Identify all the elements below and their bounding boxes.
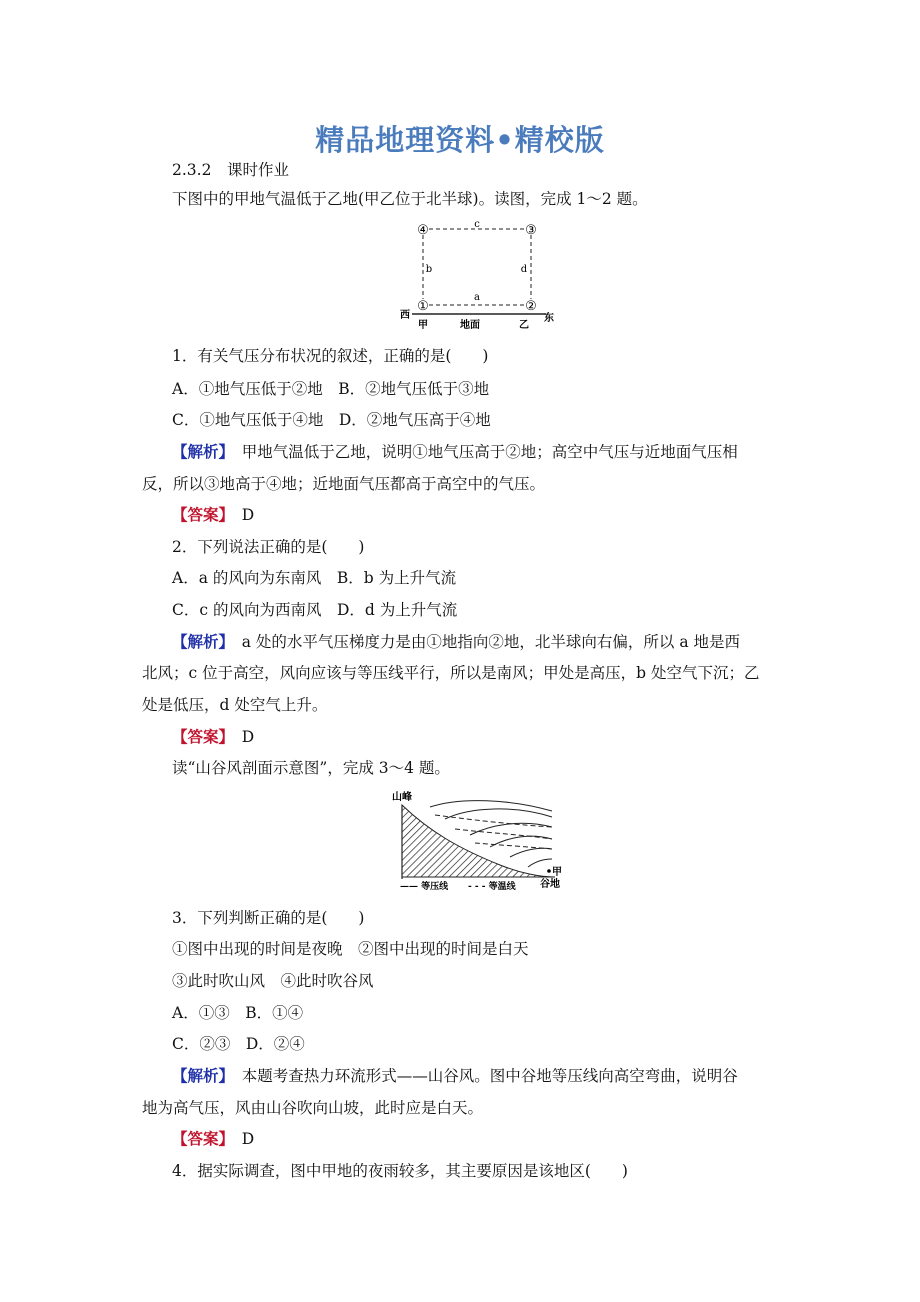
q3-statements-34: ③此时吹山风 ④此时吹谷风 bbox=[172, 972, 374, 990]
yi-label: 乙 bbox=[519, 320, 529, 331]
west-label: 西 bbox=[400, 310, 410, 321]
q1-options-ab: A．①地气压低于②地 B．②地气压低于③地 bbox=[172, 380, 490, 398]
q4-stem: 4．据实际调查，图中甲地的夜雨较多，其主要原因是该地区( ) bbox=[172, 1162, 628, 1180]
q1-options-cd: C．①地气压低于④地 D．②地气压高于④地 bbox=[172, 411, 491, 429]
peak-label: 山峰 bbox=[392, 792, 412, 803]
legend-isobar: —— 等压线 bbox=[400, 882, 449, 892]
valley-wind-diagram bbox=[390, 787, 565, 895]
q2-analysis-cont-2: 处是低压，d 处空气上升。 bbox=[142, 696, 328, 714]
q1-analysis: 【解析】 甲地气温低于乙地，说明①地气压高于②地；高空中气压与近地面气压相 bbox=[172, 442, 738, 461]
answer-tag: 【答案】 bbox=[172, 727, 227, 746]
analysis-tag: 【解析】 bbox=[172, 632, 227, 651]
jia-label: 甲 bbox=[418, 320, 428, 331]
q1-answer: 【答案】 D bbox=[172, 505, 255, 524]
q1-analysis-cont: 反，所以③地高于④地；近地面气压都高于高空中的气压。 bbox=[142, 475, 546, 493]
answer-tag: 【答案】 bbox=[172, 1129, 227, 1148]
intro-text-2: 读“山谷风剖面示意图”，完成 3～4 题。 bbox=[172, 759, 450, 777]
analysis-tag: 【解析】 bbox=[172, 1066, 227, 1085]
corner-label-1: ① bbox=[417, 299, 429, 314]
corner-label-4: ④ bbox=[417, 223, 429, 238]
q3-statements-12: ①图中出现的时间是夜晚 ②图中出现的时间是白天 bbox=[172, 940, 529, 958]
corner-label-2: ② bbox=[525, 299, 537, 314]
q2-answer: 【答案】 D bbox=[172, 727, 255, 746]
q3-analysis: 【解析】 本题考查热力环流形式——山谷风。图中谷地等压线向高空弯曲，说明谷 bbox=[172, 1066, 738, 1085]
q3-stem: 3．下列判断正确的是( ) bbox=[172, 909, 365, 927]
corner-label-3: ③ bbox=[525, 223, 537, 238]
q2-analysis: 【解析】 a 处的水平气压梯度力是由①地指向②地，北半球向右偏，所以 a 地是西 bbox=[172, 632, 741, 651]
circulation-diagram bbox=[396, 218, 558, 332]
q2-analysis-cont-1: 北风；c 位于高空，风向应该与等压线平行，所以是南风；甲处是高压，b 处空气下沉；乙 bbox=[142, 664, 760, 682]
q3-analysis-cont: 地为高气压，风由山谷吹向山坡，此时应是白天。 bbox=[142, 1099, 484, 1117]
legend-isotherm: - - - 等温线 bbox=[468, 882, 516, 892]
edge-label-c: c bbox=[474, 219, 480, 230]
jia-label: 甲 bbox=[552, 867, 562, 878]
q1-stem: 1．有关气压分布状况的叙述，正确的是( ) bbox=[172, 347, 489, 365]
valley-label: 谷地 bbox=[540, 879, 560, 890]
page-title: 精品地理资料•精校版 bbox=[315, 123, 605, 157]
q3-options-cd: C．②③ D．②④ bbox=[172, 1035, 305, 1053]
ground-label: 地面 bbox=[460, 320, 480, 331]
q3-answer: 【答案】 D bbox=[172, 1129, 255, 1148]
q3-options-ab: A．①③ B．①④ bbox=[172, 1004, 304, 1022]
edge-label-a: a bbox=[474, 292, 480, 303]
section-number: 2.3.2 课时作业 bbox=[172, 161, 289, 179]
q2-options-ab: A．a 的风向为东南风 B．b 为上升气流 bbox=[172, 569, 457, 587]
q2-options-cd: C．c 的风向为西南风 D．d 为上升气流 bbox=[172, 601, 458, 619]
east-label: 东 bbox=[544, 313, 554, 324]
edge-label-b: b bbox=[425, 264, 433, 275]
q2-stem: 2．下列说法正确的是( ) bbox=[172, 538, 365, 556]
edge-label-d: d bbox=[520, 264, 528, 275]
intro-text-1: 下图中的甲地气温低于乙地(甲乙位于北半球)。读图，完成 1～2 题。 bbox=[172, 190, 648, 208]
answer-tag: 【答案】 bbox=[172, 505, 227, 524]
analysis-tag: 【解析】 bbox=[172, 442, 227, 461]
